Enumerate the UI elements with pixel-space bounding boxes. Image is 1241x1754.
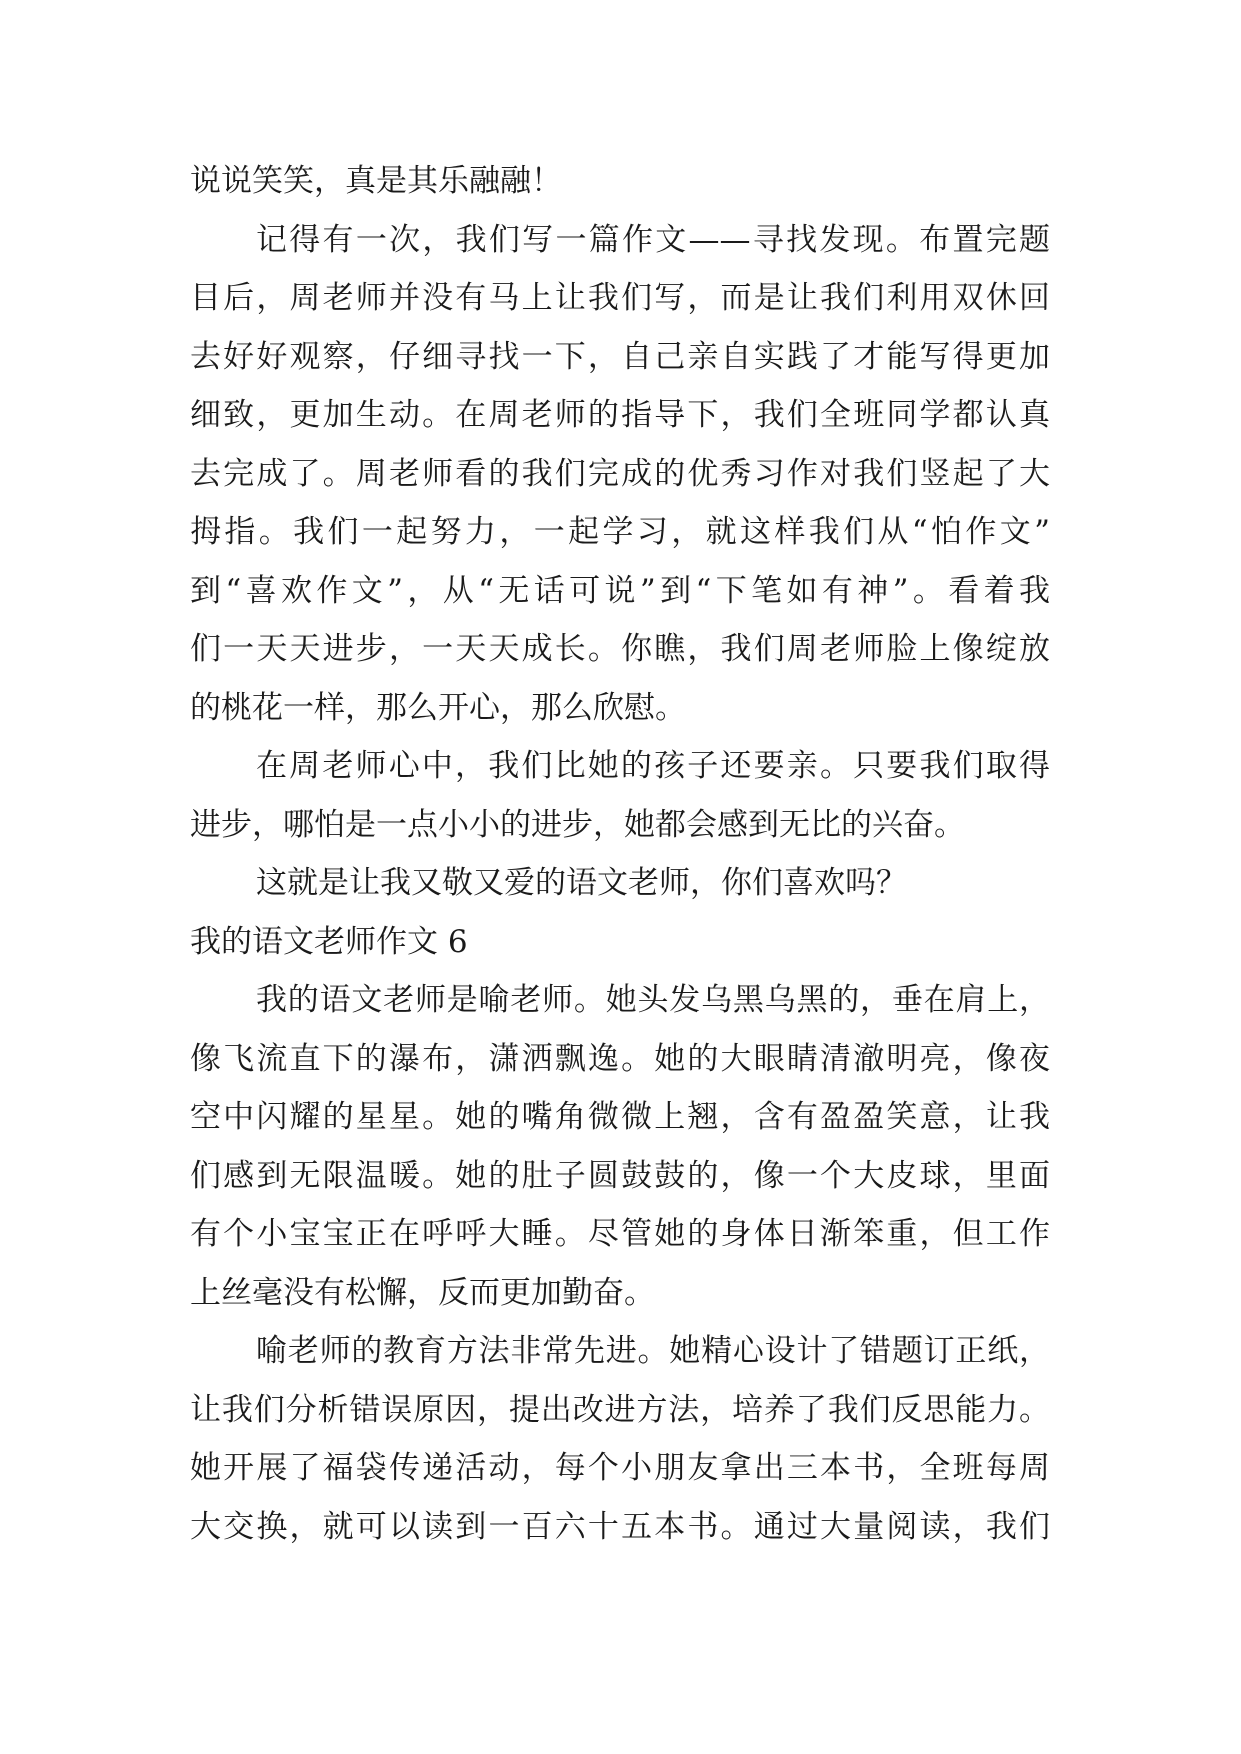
text-line: 大交换，就可以读到一百六十五本书。通过大量阅读，我们 (190, 1508, 1050, 1545)
paragraph-first-line: 记得有一次，我们写一篇作文——寻找发现。布置完题 (256, 221, 1050, 258)
text-line: 说说笑笑，真是其乐融融！ (190, 163, 562, 199)
text-line: 上丝毫没有松懈，反而更加勤奋。 (190, 1274, 655, 1311)
text-line: 到“喜欢作文”，从“无话可说”到“下笔如有神”。看着我 (190, 572, 1050, 609)
text-line: 们感到无限温暖。她的肚子圆鼓鼓的，像一个大皮球，里面 (190, 1157, 1050, 1194)
paragraph-first-line: 我的语文老师是喻老师。她头发乌黑乌黑的，垂在肩上， (256, 982, 1050, 1018)
text-line: 拇指。我们一起努力，一起学习，就这样我们从“怕作文” (190, 514, 1050, 550)
text-line: 的桃花一样，那么开心，那么欣慰。 (190, 689, 686, 726)
text-line: 让我们分析错误原因，提出改进方法，培养了我们反思能力。 (190, 1391, 1050, 1428)
text-line: 进步，哪怕是一点小小的进步，她都会感到无比的兴奋。 (190, 806, 965, 843)
text-line: 目后，周老师并没有马上让我们写，而是让我们利用双休回 (190, 280, 1050, 316)
paragraph-first-line: 在周老师心中，我们比她的孩子还要亲。只要我们取得 (256, 748, 1050, 784)
document-body (190, 152, 1050, 1556)
text-line: 们一天天进步，一天天成长。你瞧，我们周老师脸上像绽放 (190, 631, 1050, 667)
text-line: 有个小宝宝正在呼呼大睡。尽管她的身体日渐笨重，但工作 (190, 1216, 1050, 1252)
paragraph-first-line: 喻老师的教育方法非常先进。她精心设计了错题订正纸， (256, 1333, 1050, 1369)
paragraph-first-line: 这就是让我又敬又爱的语文老师，你们喜欢吗？ (256, 865, 907, 901)
text-line: 细致，更加生动。在周老师的指导下，我们全班同学都认真 (190, 397, 1050, 433)
text-line: 去完成了。周老师看的我们完成的优秀习作对我们竖起了大 (190, 455, 1050, 492)
text-line: 空中闪耀的星星。她的嘴角微微上翘，含有盈盈笑意，让我 (190, 1099, 1050, 1135)
text-line: 她开展了福袋传递活动，每个小朋友拿出三本书，全班每周 (190, 1450, 1050, 1486)
section-heading: 我的语文老师作文 6 (190, 923, 468, 960)
text-line: 去好好观察，仔细寻找一下，自己亲自实践了才能写得更加 (190, 338, 1050, 375)
text-line: 像飞流直下的瀑布，潇洒飘逸。她的大眼睛清澈明亮，像夜 (190, 1040, 1050, 1077)
